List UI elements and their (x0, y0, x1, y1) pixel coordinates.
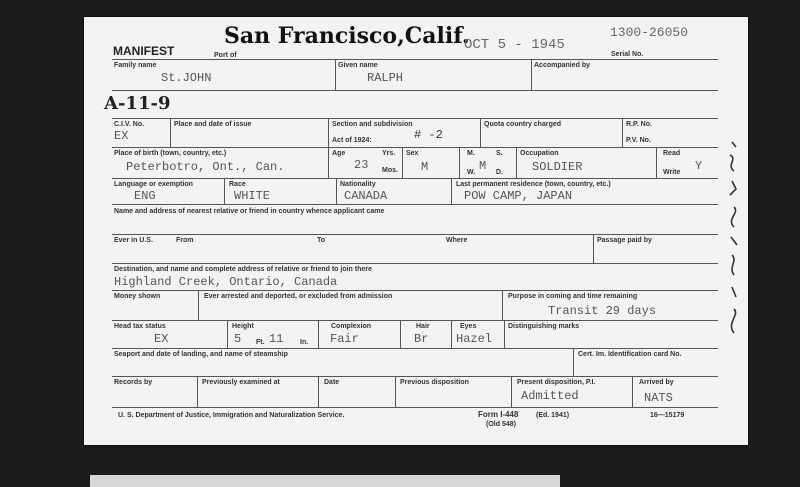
serial-value: 1300-26050 (610, 25, 689, 40)
money-label: Money shown (114, 293, 161, 300)
margin-handwriting (718, 137, 748, 347)
section-label: Section and subdivision (332, 121, 413, 128)
quota-label: Quota country charged (484, 121, 562, 128)
birth-place-value: Peterbotro, Ont., Can. (126, 160, 285, 174)
place-issue-label: Place and date of issue (174, 121, 252, 128)
head-tax-label: Head tax status (114, 323, 166, 330)
section-value: # -2 (414, 128, 443, 142)
ms-m-label: M. (467, 150, 475, 157)
sex-value: M (421, 160, 429, 174)
race-label: Race (229, 181, 246, 188)
nationality-label: Nationality (340, 181, 376, 188)
prev-exam-label: Previously examined at (202, 379, 280, 386)
read-label: Read (663, 150, 681, 157)
destination-value: Highland Creek, Ontario, Canada (114, 275, 338, 289)
write-label: Write (663, 169, 681, 176)
age-label: Age (332, 150, 346, 157)
civ-value: EX (114, 129, 129, 143)
footer-form: Form I-448 (478, 410, 519, 419)
next-card-edge (90, 475, 560, 487)
from-label: From (176, 237, 194, 244)
handwritten-code: A-11-9 (104, 93, 171, 114)
date-value: OCT 5 - 1945 (464, 37, 565, 53)
race-value: WHITE (234, 189, 271, 203)
complexion-value: Fair (330, 332, 359, 346)
height-label: Height (232, 323, 254, 330)
act-label: Act of 1924: (332, 137, 372, 144)
cert-label: Cert. Im. Identification card No. (578, 351, 682, 358)
sex-label: Sex (406, 150, 419, 157)
complexion-label: Complexion (331, 323, 372, 330)
footer-code: 16—15179 (650, 412, 685, 419)
ms-s-label: S. (496, 150, 503, 157)
accompanied-label: Accompanied by (534, 62, 591, 69)
given-name-label: Given name (338, 62, 378, 69)
ft-label: Ft. (256, 339, 265, 346)
given-name-value: RALPH (367, 71, 404, 85)
to-label: To (317, 237, 326, 244)
marks-label: Distinguishing marks (508, 323, 580, 330)
where-label: Where (446, 237, 468, 244)
hair-value: Br (414, 332, 429, 346)
hair-label: Hair (416, 323, 430, 330)
occupation-label: Occupation (520, 150, 559, 157)
passage-label: Passage paid by (597, 237, 652, 244)
in-label: In. (300, 339, 309, 346)
arrived-value: NATS (644, 391, 673, 405)
age-value: 23 (354, 158, 369, 172)
ms-w-label: W. (467, 169, 476, 176)
occupation-value: SOLDIER (532, 160, 583, 174)
birth-place-label: Place of birth (town, country, etc.) (114, 150, 227, 157)
footer-dept: U. S. Department of Justice, Immigration and Naturalization Service. (118, 412, 345, 419)
residence-label: Last permanent residence (town, country, etc.) (456, 181, 611, 188)
seaport-label: Seaport and date of landing, and name of steamship (114, 351, 288, 358)
deported-label: Ever arrested and deported, or excluded from admission (204, 293, 393, 300)
present-disp-label: Present disposition, P.I. (517, 379, 596, 386)
family-name-value: St.JOHN (161, 71, 212, 85)
present-disp-value: Admitted (521, 389, 579, 403)
ms-d-label: D. (496, 169, 503, 176)
head-tax-value: EX (154, 332, 169, 346)
footer-edition: (Ed. 1941) (536, 412, 570, 419)
rp-label: R.P. No. (626, 121, 652, 128)
arrived-label: Arrived by (639, 379, 674, 386)
destination-label: Destination, and name and complete address of relative or friend to join there (114, 266, 372, 273)
language-label: Language or exemption (114, 181, 193, 188)
port-label: Port of (214, 52, 237, 59)
date-label: Date (324, 379, 340, 386)
height-in-value: 11 (269, 332, 284, 346)
purpose-value: Transit 29 days (548, 304, 657, 318)
civ-label: C.I.V. No. (114, 121, 145, 128)
mos-label: Mos. (382, 167, 398, 174)
residence-value: POW CAMP, JAPAN (464, 189, 573, 203)
manifest-label: MANIFEST (113, 44, 175, 58)
port-value: San Francisco,Calif. (224, 23, 470, 49)
nationality-value: CANADA (344, 189, 388, 203)
height-ft-value: 5 (234, 332, 242, 346)
relative-label: Name and address of nearest relative or friend in country whence applicant came (114, 208, 385, 215)
purpose-label: Purpose in coming and time remaining (508, 293, 638, 300)
language-value: ENG (134, 189, 156, 203)
marital-status-value: M (479, 159, 487, 173)
footer-old: (Old 548) (486, 421, 516, 428)
eyes-label: Eyes (460, 323, 477, 330)
eyes-value: Hazel (456, 332, 493, 346)
yrs-label: Yrs. (382, 150, 396, 157)
prev-disp-label: Previous disposition (400, 379, 469, 386)
read-value: Y (695, 159, 703, 173)
manifest-card (84, 17, 748, 445)
ever-in-us-label: Ever in U.S. (114, 237, 153, 244)
family-name-label: Family name (114, 62, 157, 69)
serial-label: Serial No. (611, 51, 644, 58)
pv-label: P.V. No. (626, 137, 651, 144)
records-label: Records by (114, 379, 153, 386)
